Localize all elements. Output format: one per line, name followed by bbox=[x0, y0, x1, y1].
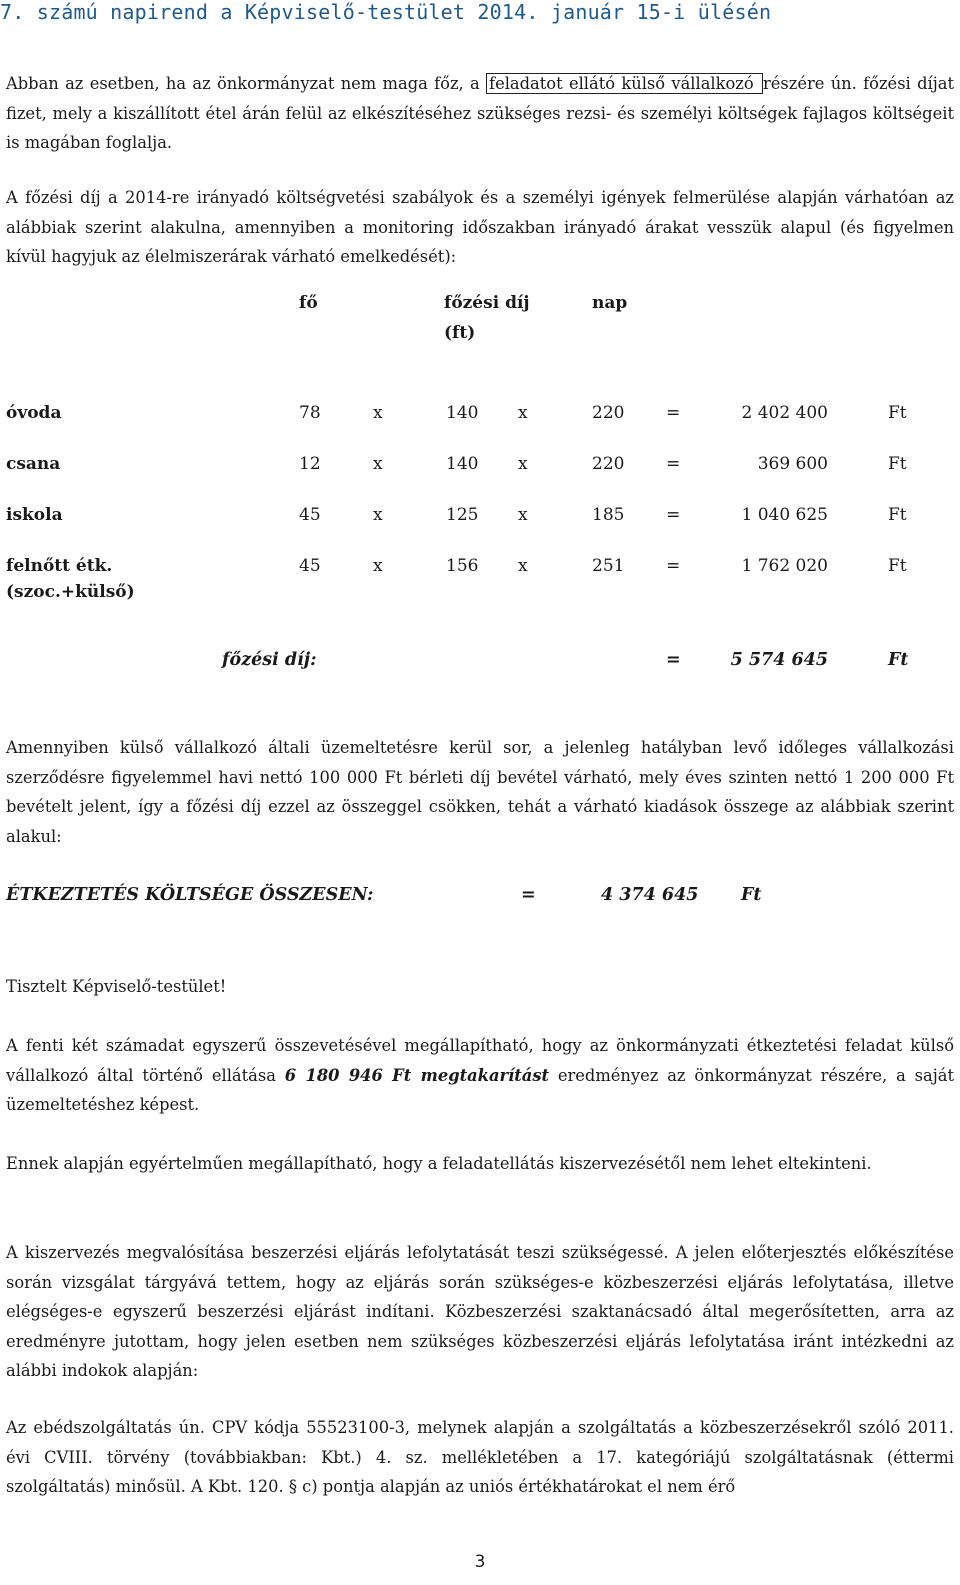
total-cost-value: 4 374 645 bbox=[601, 885, 699, 905]
sum-label: főzési díj: bbox=[222, 650, 317, 670]
row-op-x: x bbox=[518, 454, 528, 474]
row-op-eq: = bbox=[666, 454, 681, 474]
row-nap: 185 bbox=[592, 505, 625, 525]
row-op-x: x bbox=[518, 403, 528, 423]
row-unit: Ft bbox=[888, 556, 907, 576]
paragraph-intro-after: részére ún. főzési díjat fizet, mely a kiszállított étel árán felül az elkészítéséhez szükséges rezsi- és személyi költségek fajlagos költségeit is magában foglalja. bbox=[6, 74, 954, 152]
paragraph-savings-before: A fenti két számadat egyszerű összevetésével megállapítható, hogy az önkormányzati étkeztetési feladat külső vállalkozó által történő ellátása bbox=[6, 1036, 954, 1085]
total-cost-unit: Ft bbox=[741, 885, 762, 905]
row-nap: 220 bbox=[592, 454, 625, 474]
row-nap: 220 bbox=[592, 403, 625, 423]
header-fozesi-dij: főzési díj bbox=[444, 293, 530, 313]
row-unit: Ft bbox=[888, 403, 907, 423]
row-total: 2 402 400 bbox=[741, 403, 828, 423]
total-cost-label: ÉTKEZTETÉS KÖLTSÉGE ÖSSZESEN: bbox=[6, 885, 374, 905]
row-op-x: x bbox=[518, 556, 528, 576]
row-op-x: x bbox=[373, 556, 383, 576]
header-fo: fő bbox=[299, 293, 318, 313]
row-dij: 140 bbox=[446, 454, 479, 474]
row-op-x: x bbox=[373, 505, 383, 525]
row-dij: 125 bbox=[446, 505, 479, 525]
paragraph-intro-before: Abban az esetben, ha az önkormányzat nem maga főz, a bbox=[6, 74, 487, 93]
row-total: 369 600 bbox=[757, 454, 828, 474]
boxed-phrase: feladatot ellátó külső vállalkozó bbox=[486, 73, 763, 94]
row-op-eq: = bbox=[666, 403, 681, 423]
row-label: iskola bbox=[6, 505, 63, 525]
paragraph-cost-basis: A főzési díj a 2014-re irányadó költségvetési szabályok és a személyi igények felmerülése alapján várhatóan az alábbiak szerint alakulna, amennyiben a monitoring időszakban irányadó árakat vesszük alapul (és figyelmen kívül hagyjuk az élelmiszerárak várható emelkedését): bbox=[6, 188, 954, 266]
document-header: 7. számú napirend a Képviselő-testület 2014. január 15-i ülésén bbox=[0, 0, 772, 24]
row-nap: 251 bbox=[592, 556, 625, 576]
sum-eq: = bbox=[666, 650, 681, 670]
paragraph-conclusion: Ennek alapján egyértelműen megállapítható, hogy a feladatellátás kiszervezésétől nem lehet eltekinteni. bbox=[6, 1154, 872, 1173]
row-total: 1 762 020 bbox=[741, 556, 828, 576]
row-op-x: x bbox=[373, 454, 383, 474]
row-label: felnőtt étk. bbox=[6, 556, 113, 576]
row-unit: Ft bbox=[888, 505, 907, 525]
header-nap: nap bbox=[592, 293, 628, 313]
paragraph-savings-after: eredményez az önkormányzat részére, a saját üzemeltetéshez képest. bbox=[6, 1065, 954, 1114]
row-fo: 12 bbox=[299, 454, 321, 474]
salutation: Tisztelt Képviselő-testület! bbox=[6, 977, 227, 996]
sum-value: 5 574 645 bbox=[730, 650, 828, 670]
row-op-eq: = bbox=[666, 505, 681, 525]
paragraph-intro bbox=[6, 69, 954, 158]
sum-unit: Ft bbox=[888, 650, 909, 670]
row-total: 1 040 625 bbox=[741, 505, 828, 525]
paragraph-procurement: A kiszervezés megvalósítása beszerzési eljárás lefolytatását teszi szükségessé. A jelen előterjesztés előkészítése során vizsgálat tárgyává tettem, hogy az eljárás során szükséges-e közbeszerzési eljárás lefolytatása, illetve elégséges-e egyszerű beszerzési eljárást indítani. Közbeszerzési szaktanácsadó által megerősítetten, arra az eredményre jutottam, hogy jelen esetben nem szükséges közbeszerzési eljárás lefolytatása iránt intézkedni az alábbi indokok alapján: bbox=[6, 1243, 954, 1380]
paragraph-rent-income: Amennyiben külső vállalkozó általi üzemeltetésre kerül sor, a jelenleg hatályban levő időleges vállalkozási szerződésre figyelemmel havi nettó 100 000 Ft bérleti díj bevétel várható, mely éves szinten nettó 1 200 000 Ft bevételt jelent, így a főzési díj ezzel az összeggel csökken, tehát a várható kiadások összege az alábbiak szerint alakul: bbox=[6, 738, 954, 846]
row-label-second-line: (szoc.+külső) bbox=[6, 582, 135, 602]
row-unit: Ft bbox=[888, 454, 907, 474]
paragraph-cpv: Az ebédszolgáltatás ún. CPV kódja 55523100-3, melynek alapján a szolgáltatás a közbeszerzésekről szóló 2011. évi CVIII. törvény (továbbiakban: Kbt.) 4. sz. mellékletében a 17. kategóriájú szolgáltatásnak (éttermi szolgáltatás) minősül. A Kbt. 120. § c) pontja alapján az uniós értékhatárokat el nem érő bbox=[6, 1418, 954, 1496]
savings-amount: 6 180 946 Ft megtakarítást bbox=[284, 1065, 550, 1085]
row-dij: 140 bbox=[446, 403, 479, 423]
row-fo: 45 bbox=[299, 556, 321, 576]
row-fo: 78 bbox=[299, 403, 321, 423]
row-op-x: x bbox=[518, 505, 528, 525]
row-fo: 45 bbox=[299, 505, 321, 525]
row-op-eq: = bbox=[666, 556, 681, 576]
row-label: csana bbox=[6, 454, 61, 474]
row-dij: 156 bbox=[446, 556, 479, 576]
paragraph-savings bbox=[6, 1031, 954, 1120]
header-ft: (ft) bbox=[444, 323, 476, 343]
row-label: óvoda bbox=[6, 403, 62, 423]
total-cost-eq: = bbox=[521, 885, 536, 905]
page-number: 3 bbox=[474, 1552, 486, 1572]
row-op-x: x bbox=[373, 403, 383, 423]
